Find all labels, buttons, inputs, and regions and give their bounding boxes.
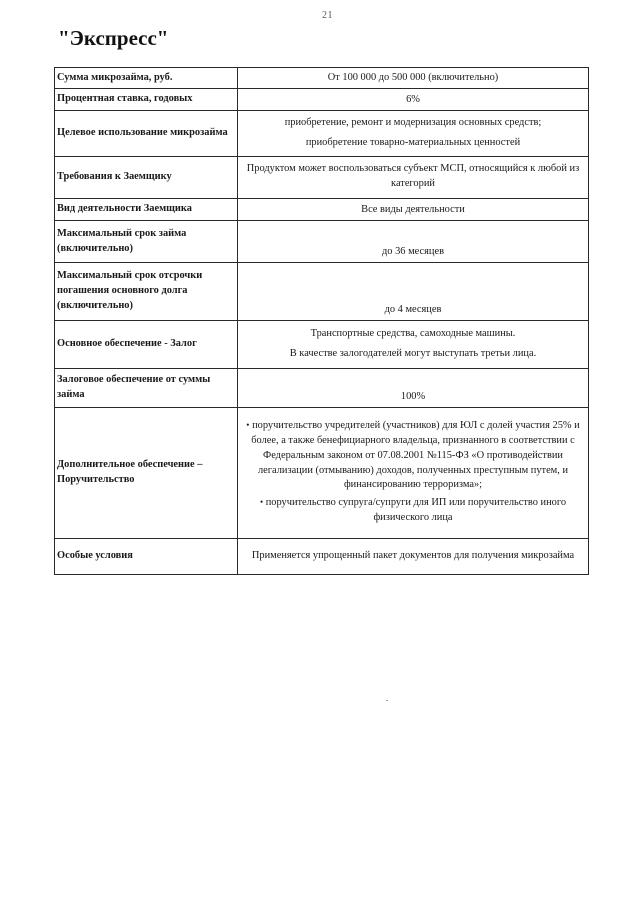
value-line: приобретение товарно-материальных ценностей <box>305 136 521 148</box>
value-line: Применяется упрощенный пакет документов для получения микрозайма <box>251 549 575 561</box>
row-label: Процентная ставка, годовых <box>55 89 238 111</box>
table-row-special-conditions <box>55 539 589 575</box>
table-row-activity-type <box>55 199 589 221</box>
loan-terms-table <box>54 67 589 575</box>
row-label: Целевое использование микрозайма <box>55 111 238 157</box>
table-row-guarantee <box>55 408 589 539</box>
table-row-main-collateral <box>55 321 589 369</box>
row-value <box>238 199 589 221</box>
row-value <box>238 369 589 408</box>
table-row-purpose <box>55 111 589 157</box>
bullet-text: поручительство супруга/супруги для ИП или поручительство иного физического лица <box>265 497 567 523</box>
row-label: Дополнительное обеспечение – Поручительство <box>55 408 238 539</box>
value-line: 100% <box>400 391 426 403</box>
row-value <box>238 408 589 539</box>
row-value <box>238 539 589 575</box>
row-label: Вид деятельности Заемщика <box>55 199 238 221</box>
value-line: Транспортные средства, самоходные машины. <box>310 327 516 339</box>
row-value <box>238 157 589 199</box>
bullet-text: поручительство учредителей (участников) для ЮЛ с долей участия 25% и более, а также бенефициарного владельца, признанного в соответствии с Федеральным законом от 07.08.2001 №115-ФЗ «О противодействии легализации (отмыванию) доходов, полученных преступным путем, и финансированию терроризма»; <box>251 420 580 491</box>
document-title: "Экспресс" <box>58 26 169 50</box>
value-line: 6% <box>406 94 420 106</box>
scan-speck <box>386 700 388 701</box>
row-label: Основное обеспечение - Залог <box>55 321 238 369</box>
table-row-collateral-ratio <box>55 369 589 408</box>
table-row-borrower-requirements <box>55 157 589 199</box>
table-row-loan-amount <box>55 68 589 89</box>
table-row-max-deferral <box>55 263 589 321</box>
list-item <box>242 419 584 493</box>
row-value <box>238 263 589 321</box>
value-line: Все виды деятельности <box>361 204 465 216</box>
row-label: Требования к Заемщику <box>55 157 238 199</box>
value-line: до 36 месяцев <box>382 246 444 258</box>
row-value <box>238 89 589 111</box>
table-row-max-term <box>55 221 589 263</box>
value-line: Продуктом может воспользоваться субъект МСП, относящийся к любой из категорий <box>246 163 580 189</box>
row-label: Максимальный срок займа (включительно) <box>55 221 238 263</box>
value-line: В качестве залогодателей могут выступать третьи лица. <box>289 347 537 359</box>
table-row-interest-rate <box>55 89 589 111</box>
bullet-icon: • <box>259 497 264 508</box>
page-number: 21 <box>322 10 333 21</box>
row-value <box>238 221 589 263</box>
value-line: приобретение, ремонт и модернизация основных средств; <box>284 116 542 128</box>
value-line: до 4 месяцев <box>384 304 442 316</box>
row-label: Особые условия <box>55 539 238 575</box>
row-value <box>238 321 589 369</box>
row-value <box>238 111 589 157</box>
row-label: Сумма микрозайма, руб. <box>55 68 238 89</box>
bullet-icon: • <box>246 420 250 431</box>
list-item <box>242 496 584 526</box>
row-value <box>238 68 589 89</box>
row-label: Максимальный срок отсрочки погашения основного долга (включительно) <box>55 263 238 321</box>
row-label: Залоговое обеспечение от суммы займа <box>55 369 238 408</box>
value-line: От 100 000 до 500 000 (включительно) <box>327 72 499 84</box>
